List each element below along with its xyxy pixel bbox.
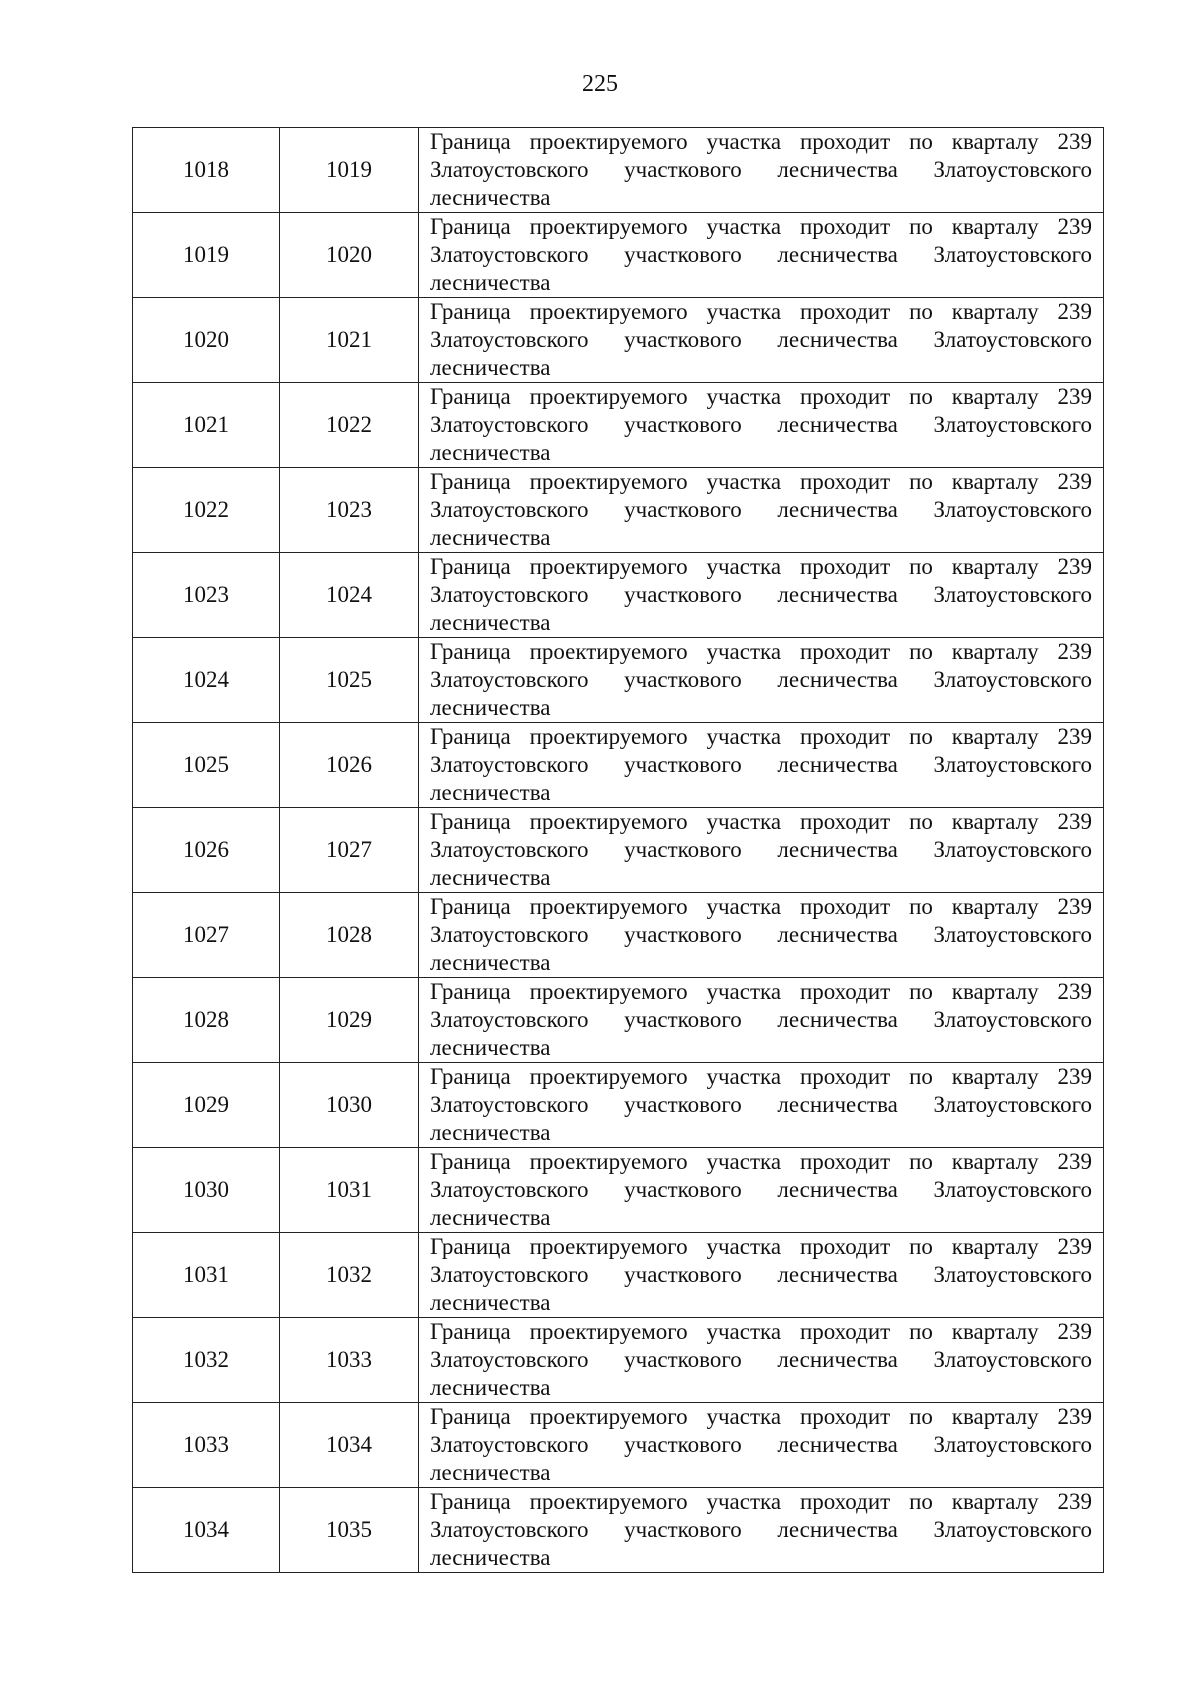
boundary-description-cell: Граница проектируемого участка проходит по кварталу 239 Златоустовского участкового лесничества Златоустовского лесничества [419, 468, 1104, 553]
to-point-cell: 1023 [280, 468, 419, 553]
table-row [133, 213, 1104, 298]
table-row [133, 723, 1104, 808]
boundary-description-cell: Граница проектируемого участка проходит по кварталу 239 Златоустовского участкового лесничества Златоустовского лесничества [419, 638, 1104, 723]
from-point-cell: 1026 [133, 808, 280, 893]
from-point-cell: 1025 [133, 723, 280, 808]
table-row [133, 638, 1104, 723]
boundary-description-cell: Граница проектируемого участка проходит по кварталу 239 Златоустовского участкового лесничества Златоустовского лесничества [419, 1148, 1104, 1233]
table-row [133, 1233, 1104, 1318]
page-number: 225 [582, 71, 618, 97]
boundary-description-cell: Граница проектируемого участка проходит по кварталу 239 Златоустовского участкового лесничества Златоустовского лесничества [419, 1403, 1104, 1488]
to-point-cell: 1034 [280, 1403, 419, 1488]
boundary-description-cell: Граница проектируемого участка проходит по кварталу 239 Златоустовского участкового лесничества Златоустовского лесничества [419, 1488, 1104, 1573]
boundary-description-cell: Граница проектируемого участка проходит по кварталу 239 Златоустовского участкового лесничества Златоустовского лесничества [419, 553, 1104, 638]
boundary-description-cell: Граница проектируемого участка проходит по кварталу 239 Златоустовского участкового лесничества Златоустовского лесничества [419, 1063, 1104, 1148]
from-point-cell: 1020 [133, 298, 280, 383]
to-point-cell: 1033 [280, 1318, 419, 1403]
boundary-description-cell: Граница проектируемого участка проходит по кварталу 239 Златоустовского участкового лесничества Златоустовского лесничества [419, 128, 1104, 213]
to-point-cell: 1032 [280, 1233, 419, 1318]
boundary-description-cell: Граница проектируемого участка проходит по кварталу 239 Златоустовского участкового лесничества Златоустовского лесничества [419, 383, 1104, 468]
table-row [133, 978, 1104, 1063]
to-point-cell: 1029 [280, 978, 419, 1063]
from-point-cell: 1019 [133, 213, 280, 298]
boundary-description-cell: Граница проектируемого участка проходит по кварталу 239 Златоустовского участкового лесничества Златоустовского лесничества [419, 723, 1104, 808]
from-point-cell: 1029 [133, 1063, 280, 1148]
boundary-description-cell: Граница проектируемого участка проходит по кварталу 239 Златоустовского участкового лесничества Златоустовского лесничества [419, 808, 1104, 893]
to-point-cell: 1035 [280, 1488, 419, 1573]
to-point-cell: 1031 [280, 1148, 419, 1233]
to-point-cell: 1030 [280, 1063, 419, 1148]
table-row [133, 1403, 1104, 1488]
to-point-cell: 1027 [280, 808, 419, 893]
table-row [133, 468, 1104, 553]
boundary-description-cell: Граница проектируемого участка проходит по кварталу 239 Златоустовского участкового лесничества Златоустовского лесничества [419, 213, 1104, 298]
table-row [133, 298, 1104, 383]
from-point-cell: 1023 [133, 553, 280, 638]
boundary-description-cell: Граница проектируемого участка проходит по кварталу 239 Златоустовского участкового лесничества Златоустовского лесничества [419, 978, 1104, 1063]
to-point-cell: 1026 [280, 723, 419, 808]
from-point-cell: 1022 [133, 468, 280, 553]
table-row [133, 1063, 1104, 1148]
table-body [133, 128, 1104, 1573]
from-point-cell: 1018 [133, 128, 280, 213]
boundary-description-cell: Граница проектируемого участка проходит по кварталу 239 Златоустовского участкового лесничества Златоустовского лесничества [419, 1318, 1104, 1403]
from-point-cell: 1032 [133, 1318, 280, 1403]
to-point-cell: 1019 [280, 128, 419, 213]
table-row [133, 383, 1104, 468]
table-row [133, 893, 1104, 978]
from-point-cell: 1030 [133, 1148, 280, 1233]
from-point-cell: 1034 [133, 1488, 280, 1573]
from-point-cell: 1031 [133, 1233, 280, 1318]
from-point-cell: 1021 [133, 383, 280, 468]
to-point-cell: 1024 [280, 553, 419, 638]
table-row [133, 128, 1104, 213]
boundary-description-cell: Граница проектируемого участка проходит по кварталу 239 Златоустовского участкового лесничества Златоустовского лесничества [419, 893, 1104, 978]
boundary-description-cell: Граница проектируемого участка проходит по кварталу 239 Златоустовского участкового лесничества Златоустовского лесничества [419, 298, 1104, 383]
to-point-cell: 1020 [280, 213, 419, 298]
table-row [133, 808, 1104, 893]
from-point-cell: 1024 [133, 638, 280, 723]
to-point-cell: 1025 [280, 638, 419, 723]
table-row [133, 1148, 1104, 1233]
table-row [133, 1488, 1104, 1573]
table-row [133, 1318, 1104, 1403]
boundary-table [132, 127, 1104, 1573]
table-row [133, 553, 1104, 638]
from-point-cell: 1028 [133, 978, 280, 1063]
from-point-cell: 1027 [133, 893, 280, 978]
to-point-cell: 1022 [280, 383, 419, 468]
boundary-description-cell: Граница проектируемого участка проходит по кварталу 239 Златоустовского участкового лесничества Златоустовского лесничества [419, 1233, 1104, 1318]
to-point-cell: 1021 [280, 298, 419, 383]
from-point-cell: 1033 [133, 1403, 280, 1488]
to-point-cell: 1028 [280, 893, 419, 978]
